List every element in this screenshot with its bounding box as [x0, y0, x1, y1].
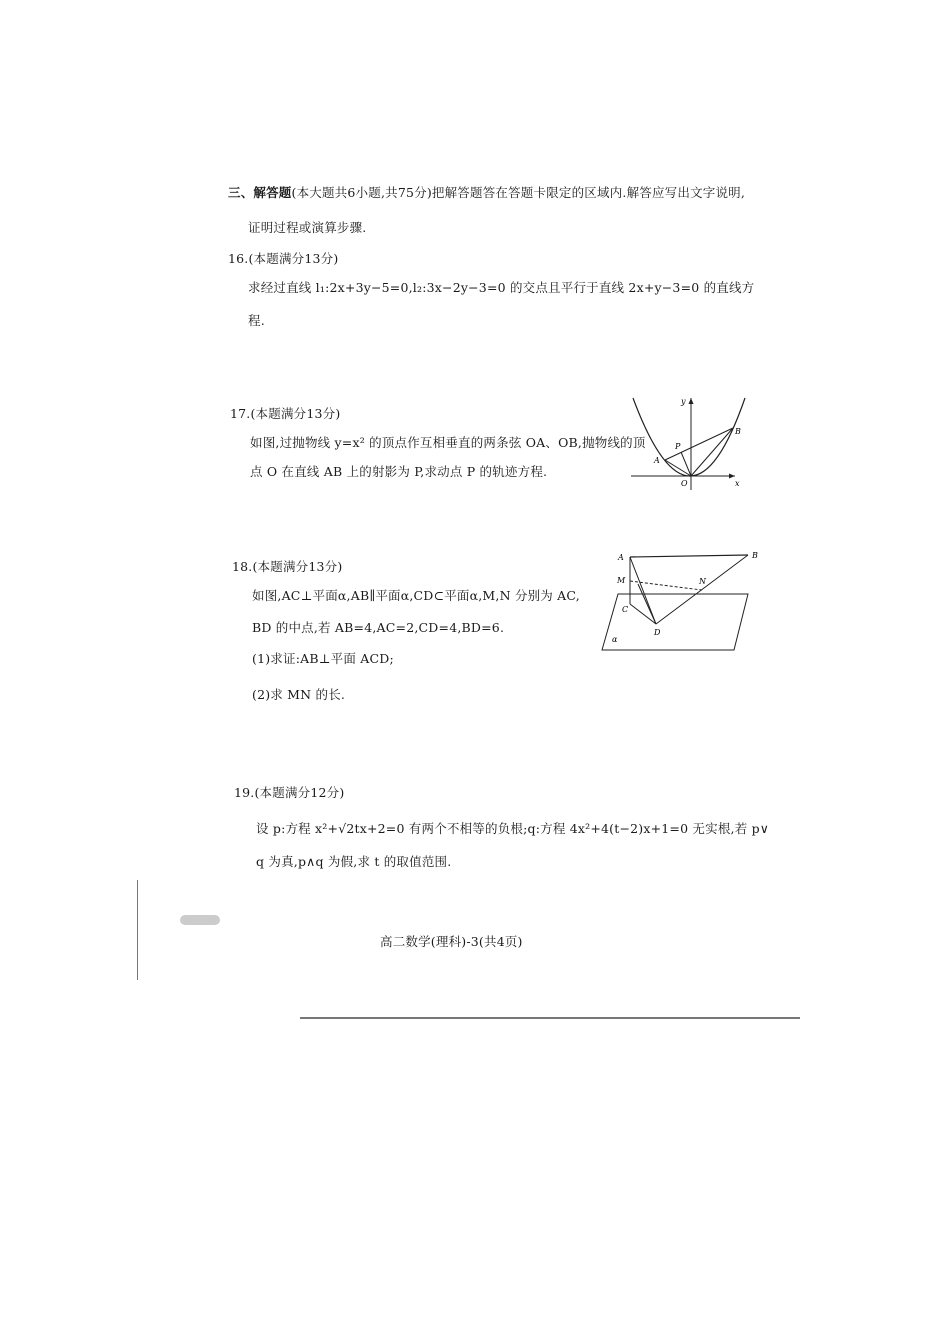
label-b: B [752, 551, 758, 560]
q19-text-line1: 设 p:方程 x²+√2tx+2=0 有两个不相等的负根;q:方程 4x²+4(t−2)x+1=0 无实根,若 p∨ [256, 821, 770, 836]
label-a: A [654, 456, 660, 465]
q18-header [232, 557, 342, 575]
label-d: D [654, 628, 661, 637]
scan-edge-bottom [300, 1017, 800, 1019]
q17-text-line1: 如图,过抛物线 y=x² 的顶点作互相垂直的两条弦 OA、OB,抛物线的顶 [250, 435, 646, 450]
y-axis-arrow [689, 398, 694, 404]
chord-ob [691, 428, 733, 476]
q18-number: 18. [232, 559, 253, 574]
label-n: N [699, 577, 706, 586]
label-p: P [675, 442, 681, 451]
q17-score: (本题满分13分) [250, 406, 341, 421]
label-alpha: α [612, 635, 618, 644]
q17-header [230, 404, 340, 422]
label-x: x [735, 479, 740, 488]
q18-text-line1: 如图,AC⊥平面α,AB∥平面α,CD⊂平面α,M,N 分别为 AC, [252, 588, 580, 603]
label-o: O [681, 479, 688, 488]
section-instruction-continued: 证明过程或演算步骤. [248, 220, 367, 235]
label-m: M [617, 576, 626, 585]
plane-alpha [602, 594, 748, 650]
q18-score: (本题满分13分) [252, 559, 343, 574]
q17-parabola-figure [625, 392, 750, 492]
label-a: A [618, 553, 624, 562]
label-y: y [681, 397, 686, 406]
label-b: B [735, 427, 741, 436]
q16-score: (本题满分13分) [248, 251, 339, 266]
q19-number: 19. [234, 785, 255, 800]
section-heading: 三、解答题 [228, 185, 292, 200]
q16-text-line2: 程. [248, 313, 265, 328]
scan-noise [180, 915, 220, 925]
q16-number: 16. [228, 251, 249, 266]
q18-geometry-figure [598, 546, 768, 656]
q19-header [234, 783, 344, 801]
segment-ab [630, 555, 748, 557]
x-axis-arrow [729, 474, 735, 479]
q19-text-line2: q 为真,p∧q 为假,求 t 的取值范围. [256, 854, 452, 869]
scan-edge-left [137, 880, 138, 980]
label-c: C [622, 605, 629, 614]
q18-part2: (2)求 MN 的长. [252, 687, 346, 702]
chord-oa [665, 460, 691, 476]
q17-text-line2: 点 O 在直线 AB 上的射影为 P,求动点 P 的轨迹方程. [250, 464, 548, 479]
section-instruction: (本大题共6小题,共75分)把解答题答在答题卡限定的区域内.解答应写出文字说明, [291, 185, 746, 200]
q19-score: (本题满分12分) [254, 785, 345, 800]
q17-number: 17. [230, 406, 251, 421]
q16-text-line1: 求经过直线 l₁:2x+3y−5=0,l₂:3x−2y−3=0 的交点且平行于直线 2x+y−3=0 的直线方 [248, 280, 755, 295]
section-header [228, 183, 745, 201]
q18-text-line2: BD 的中点,若 AB=4,AC=2,CD=4,BD=6. [252, 620, 505, 635]
segment-construction [638, 584, 656, 624]
q18-part1: (1)求证:AB⊥平面 ACD; [252, 651, 394, 666]
parabola-curve [633, 398, 745, 476]
page-footer: 高二数学(理科)-3(共4页) [380, 934, 523, 949]
q16-header [228, 249, 338, 267]
